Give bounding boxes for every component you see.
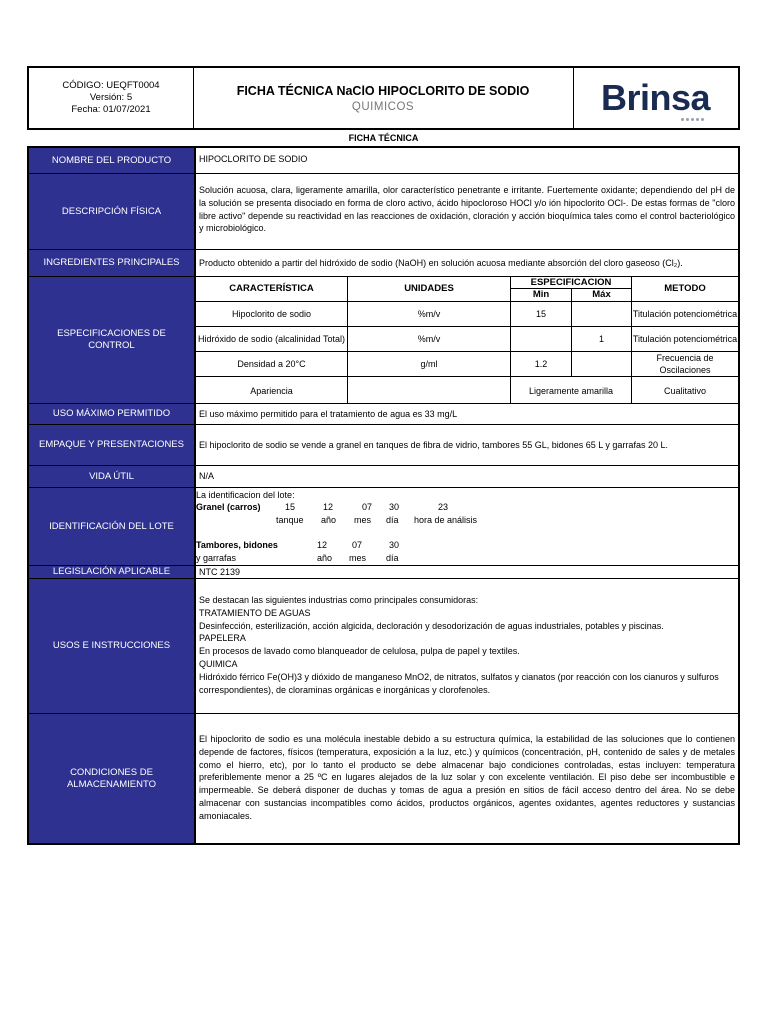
label-ingredientes: INGREDIENTES PRINCIPALES: [29, 250, 194, 277]
spec-header-metodo: METODO: [632, 277, 738, 302]
usos-text-aguas: Desinfección, esterilización, acción algicida, decloración y desodorización de aguas industriales, potables y piscinas.: [199, 620, 664, 631]
value-identificacion-lote: [194, 488, 738, 566]
lote-granel-dia: 30: [389, 502, 400, 512]
lote-caption-ano: año: [321, 515, 337, 525]
lote-granel-hora: 23: [438, 502, 449, 512]
spec-row-2-unidades: %m/v: [348, 327, 511, 352]
spec-row-2-metodo: Titulación potenciométrica: [632, 327, 738, 352]
value-condiciones-almacenamiento: El hipoclorito de sodio es una molécula inestable debido a su estructura química, la estabilidad de las soluciones que lo contienen depende de factores, físicos (temperatura, exposición a la luz, etc.) y químicos (concentración, pH, contenido de sales y de metales como el hierro, etc), por lo tanto el producto se debe almacenar bajo condiciones controladas, estas incluyen: temperatura preferiblemente menor a 25 ºC en lugares alejados de la luz solar y con excelente ventilación. El piso debe ser incombustible e impermeable. Se deberá disponer de duchas y tomas de agua a presión en sitios de fácil acceso dentro del área. No se debe almacenar con sustancias incompatibles como ácidos, productos orgánicos, agentes oxidantes, agentes reductores y sustancias amoniacales.: [194, 714, 738, 843]
label-especificaciones-control: ESPECIFICACIONES DE CONTROL: [29, 277, 194, 404]
spec-header-min: Min: [511, 289, 572, 302]
value-legislacion: NTC 2139: [194, 566, 738, 579]
lote-granel-mes: 07: [362, 502, 373, 512]
logo-dots-icon: [681, 118, 704, 121]
spec-header-max: Máx: [572, 289, 632, 302]
spec-row-3-metodo: Frecuencia de Oscilaciones: [632, 352, 738, 377]
lote-granel-label: Granel (carros): [196, 502, 261, 512]
spec-header-especificacion: ESPECIFICACION: [511, 277, 632, 289]
lote-tambores-caption-ano: año: [317, 553, 333, 563]
spec-row-3-min: 1.2: [511, 352, 572, 377]
spec-row-1-unidades: %m/v: [348, 302, 511, 327]
brinsa-logo: [573, 68, 738, 128]
document-title: FICHA TÉCNICA NaClO HIPOCLORITO DE SODIO: [236, 83, 530, 98]
logo-text: Brinsa: [601, 77, 710, 119]
usos-heading-papelera: PAPELERA: [199, 633, 246, 644]
lote-caption-hora: hora de análisis: [414, 515, 478, 525]
label-empaque: EMPAQUE Y PRESENTACIONES: [29, 425, 194, 466]
value-vida-util: N/A: [194, 466, 738, 488]
spec-row-4-unidades: [348, 377, 511, 404]
document-code: CÓDIGO: UEQFT0004: [62, 80, 160, 91]
value-empaque: El hipoclorito de sodio se vende a granel en tanques de fibra de vidrio, tambores 55 GL, bidones 65 L y garrafas 20 L.: [194, 425, 738, 466]
usos-text-quimica: Hidróxido férrico Fe(OH)3 y dióxido de manganeso MnO2, de nitratos, sulfatos y cianatos (por reacción con los cianuros y sulfuros correspondientes), de cloraminas orgánicas e inorgánicas y clorofenoles.: [199, 671, 719, 695]
label-descripcion-fisica: DESCRIPCIÓN FÍSICA: [29, 174, 194, 250]
document-subtitle: QUIMICOS: [351, 100, 415, 113]
spec-row-4-metodo: Cualitativo: [663, 385, 707, 396]
lote-tambores-ano: 12: [317, 540, 328, 550]
spec-row-4-spec: Ligeramente amarilla: [511, 377, 632, 404]
lote-tambores-caption-dia: día: [386, 553, 399, 563]
lote-caption-tanque: tanque: [276, 515, 304, 525]
document-title-block: [193, 68, 574, 128]
label-vida-util: VIDA ÚTIL: [29, 466, 194, 488]
document-version: Versión: 5: [89, 92, 133, 103]
lote-tambores-mes: 07: [352, 540, 363, 550]
value-usos-instrucciones: [194, 579, 738, 714]
spec-header-unidades: UNIDADES: [348, 277, 511, 302]
lote-tambores-label-2: y garrafas: [196, 553, 237, 563]
value-nombre-producto: HIPOCLORITO DE SODIO: [194, 148, 738, 174]
lote-tambores-caption-mes: mes: [349, 553, 367, 563]
spec-table: [196, 277, 738, 404]
value-uso-maximo: El uso máximo permitido para el tratamiento de agua es 33 mg/L: [194, 404, 738, 425]
spec-header-caracteristica: CARACTERÍSTICA: [196, 277, 348, 302]
spec-row-1-caracteristica: Hipoclorito de sodio: [196, 302, 348, 327]
label-identificacion-lote: IDENTIFICACIÓN DEL LOTE: [29, 488, 194, 566]
spec-row-4-caracteristica: Apariencia: [196, 377, 348, 404]
document-header: [27, 66, 740, 130]
lote-caption-dia: día: [386, 515, 399, 525]
spec-row-2-max: 1: [572, 327, 632, 352]
lote-tambores-dia: 30: [389, 540, 400, 550]
section-title: FICHA TÉCNICA: [348, 133, 419, 143]
spec-row-1-min: 15: [511, 302, 572, 327]
lote-granel-ano: 12: [323, 502, 334, 512]
spec-row-2-min: [511, 327, 572, 352]
document-code-block: [29, 68, 194, 128]
usos-intro: Se destacan las siguientes industrias como principales consumidoras:: [199, 595, 479, 605]
lote-caption-mes: mes: [354, 515, 372, 525]
label-usos-instrucciones: USOS E INSTRUCCIONES: [29, 579, 194, 714]
value-ingredientes: Producto obtenido a partir del hidróxido de sodio (NaOH) en solución acuosa mediante absorción del cloro gaseoso (Cl₂).: [194, 250, 738, 277]
label-nombre-producto: NOMBRE DEL PRODUCTO: [29, 148, 194, 174]
value-descripcion-fisica: Solución acuosa, clara, ligeramente amarilla, olor característico penetrante e irritante. Fuertemente oxidante; dependiendo del pH de la solución se presenta disociado en forma de cloro activo, ácido hipocloroso HOCl y/o ión hipoclorito OCl-. De estas formas de "cloro libre activo" depende su reactividad en las reacciones de oxidación, cloración y acción bioquímica tales como el control bacteriológico y microbiológico.: [194, 174, 738, 250]
lote-granel-tanque: 15: [285, 502, 296, 512]
label-legislacion: LEGISLACIÓN APLICABLE: [29, 566, 194, 579]
spec-row-3-max: [572, 352, 632, 377]
document-date: Fecha: 01/07/2021: [71, 104, 151, 115]
label-uso-maximo: USO MÁXIMO PERMITIDO: [29, 404, 194, 425]
spec-row-3-unidades: g/ml: [348, 352, 511, 377]
spec-row-1-metodo: Titulación potenciométrica: [632, 302, 738, 327]
lote-intro: La identificacion del lote:: [196, 490, 295, 500]
spec-row-1-max: [572, 302, 632, 327]
spec-row-3-caracteristica: Densidad a 20°C: [196, 352, 348, 377]
lote-tambores-label-1: Tambores, bidones: [196, 540, 278, 550]
usos-heading-aguas: TRATAMIENTO DE AGUAS: [199, 607, 311, 618]
usos-heading-quimica: QUIMICA: [199, 658, 238, 669]
label-condiciones-almacenamiento: CONDICIONES DE ALMACENAMIENTO: [29, 714, 194, 843]
spec-row-2-caracteristica: Hidróxido de sodio (alcalinidad Total): [196, 327, 348, 352]
usos-text-papelera: En procesos de lavado como blanqueador de celulosa, pulpa de papel y textiles.: [199, 646, 520, 657]
